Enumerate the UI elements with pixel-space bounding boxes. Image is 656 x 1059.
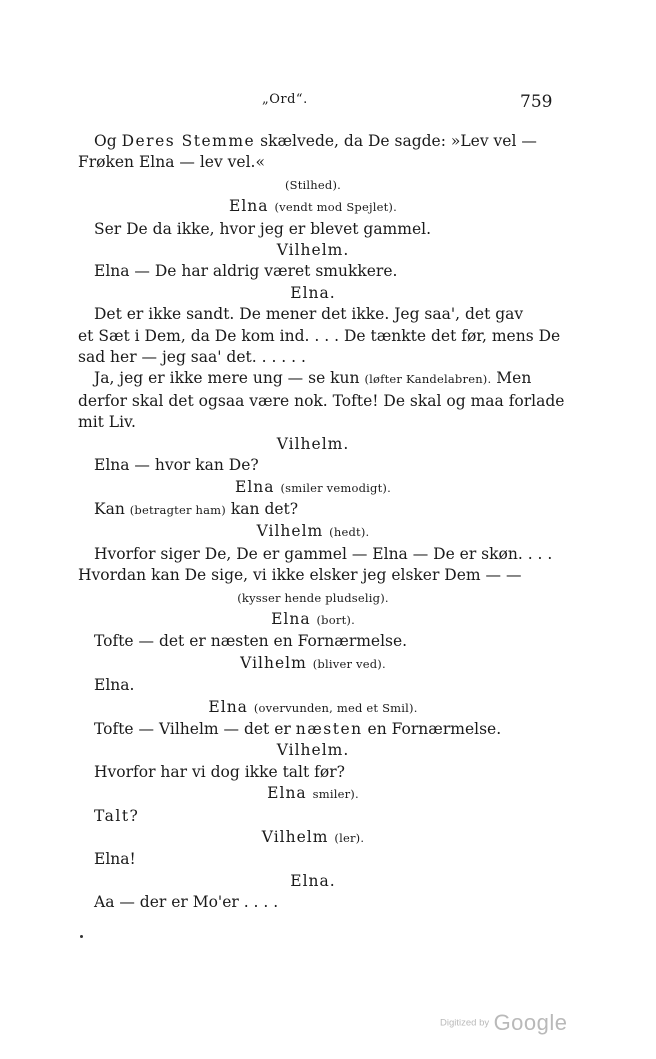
speaker-heading	[78, 783, 548, 805]
watermark-prefix: Digitized by	[440, 1017, 490, 1029]
text-line	[78, 131, 548, 152]
dialogue-line: Tofte — det er næsten en Fornærmelse.	[94, 632, 408, 651]
stage-direction-text: (hedt).	[329, 525, 370, 540]
text-line: Frøken Elna — lev vel.«	[78, 153, 265, 172]
speaker-name: Elna	[229, 197, 269, 216]
speaker-name: Elna	[235, 477, 275, 496]
speaker-heading	[78, 609, 548, 631]
dialogue-line: Det er ikke sandt. De mener det ikke. Jeg saa', det gav	[94, 305, 524, 324]
dialogue-line: Talt?	[94, 806, 140, 825]
dialogue-line: derfor skal det ogsaa være nok. Tofte! De skal og maa forlade	[78, 391, 565, 410]
stage-direction-text: smiler).	[312, 787, 359, 802]
page-header	[0, 92, 656, 116]
dialogue-line: et Sæt i Dem, da De kom ind. . . . De tænkte det før, mens De	[78, 326, 561, 345]
text-span: Tofte — Vilhelm — det er	[94, 719, 296, 738]
stage-direction-text: (overvunden, med et Smil).	[253, 700, 418, 715]
dialogue-line: Aa — der er Mo'er . . . .	[94, 893, 279, 912]
dialogue-line: Hvordan kan De sige, vi ikke elsker jeg elsker Dem — —	[78, 566, 522, 585]
text-span: næsten	[295, 719, 363, 738]
stage-direction-text: (ler).	[334, 831, 365, 845]
speaker-name: Vilhelm.	[276, 434, 350, 453]
dialogue-line: Elna!	[94, 850, 136, 869]
dialogue-line	[78, 499, 548, 521]
speaker-heading	[78, 871, 548, 892]
text-span: Kan	[94, 499, 130, 518]
speaker-heading	[78, 477, 548, 499]
stage-direction	[78, 174, 548, 196]
speaker-name: Vilhelm	[240, 653, 307, 672]
text-span: Og	[94, 132, 122, 150]
dialogue-line: Hvorfor siger De, De er gammel — Elna — De er skøn. . . .	[94, 544, 553, 563]
dialogue-line: Ser De da ikke, hvor jeg er blevet gammel.	[94, 219, 432, 238]
dialogue-line: mit Liv.	[78, 413, 136, 432]
running-title: „Ord“.	[262, 92, 308, 107]
google-logo: Google	[493, 1010, 568, 1035]
speaker-heading	[78, 240, 548, 261]
text-span: Men	[491, 369, 532, 388]
digitized-watermark	[440, 1010, 568, 1036]
text-span: Ja, jeg er ikke mere ung — se kun	[94, 369, 365, 388]
speaker-name: Vilhelm.	[276, 741, 350, 760]
speaker-heading	[78, 697, 548, 719]
speaker-name: Elna	[267, 784, 307, 803]
speaker-heading	[78, 740, 548, 761]
stage-direction-text: (betragter ham)	[129, 502, 226, 517]
stage-direction	[78, 587, 548, 609]
speaker-heading	[78, 653, 548, 675]
stage-direction-text: (løfter Kandelabren).	[364, 372, 492, 387]
text-span: kan det?	[225, 499, 299, 518]
stage-direction-text: (kysser hende pludselig).	[237, 590, 389, 605]
dialogue-line: Hvorfor har vi dog ikke talt før?	[94, 762, 345, 781]
dialogue-line: Elna.	[94, 676, 135, 695]
speaker-heading	[78, 434, 548, 455]
speaker-heading	[78, 196, 548, 218]
text-span: Deres Stemme	[121, 132, 256, 150]
speaker-name: Elna.	[290, 283, 336, 302]
page-number: 759	[520, 92, 553, 112]
speaker-heading	[78, 827, 548, 849]
dialogue-line: Elna — hvor kan De?	[94, 456, 259, 475]
speaker-name: Elna.	[290, 871, 336, 890]
speaker-name: Elna	[208, 697, 248, 716]
speaker-name: Vilhelm	[256, 522, 324, 541]
stage-direction-text: (vendt mod Spejlet).	[274, 200, 397, 215]
speaker-name: Vilhelm.	[276, 241, 350, 260]
speaker-name: Elna	[271, 609, 311, 628]
play-text	[78, 131, 565, 914]
dialogue-line	[78, 719, 548, 740]
dialogue-line: sad her — jeg saa' det. . . . . .	[78, 348, 306, 367]
speaker-name: Vilhelm	[261, 828, 329, 846]
stage-direction-text: (bliver ved).	[312, 656, 386, 671]
speaker-heading	[78, 521, 548, 543]
text-span: en Fornærmelse.	[362, 719, 502, 738]
stage-direction-text: (smiler vemodigt).	[280, 480, 391, 495]
dialogue-line	[78, 368, 548, 390]
ink-speck	[80, 935, 83, 938]
stage-direction-text: (Stilhed).	[284, 177, 342, 192]
stage-direction-text: (bort).	[316, 612, 355, 627]
dialogue-line: Elna — De har aldrig været smukkere.	[94, 262, 398, 281]
speaker-heading	[78, 283, 548, 304]
text-span: skælvede, da De sagde: »Lev vel —	[255, 132, 537, 150]
